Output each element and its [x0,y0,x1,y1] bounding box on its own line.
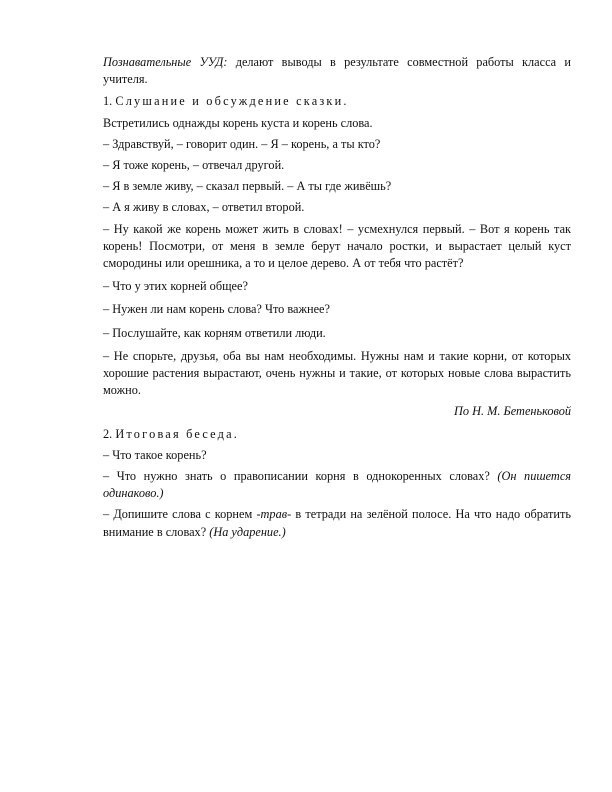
document-page [103,54,571,541]
story-line-2: – Здравствуй, – говорит один. – Я – корень, а ты кто? [103,136,381,151]
section1-heading [103,93,571,110]
final-question-3-root: -трав- [256,507,292,522]
story-line-4: – Я в земле живу, – сказал первый. – А ты где живёшь? [103,179,392,194]
section2-number: 2. [103,426,113,441]
story-line-6: – Ну какой же корень может жить в словах! – усмехнулся первый. – Вот я корень так корень! Посмотри, от меня в земле берут начало ростки, и вырастает целый куст смородины или орешника, а то и целое дерево. А от тебя что растёт? [103,221,571,271]
final-question-2 [103,468,571,502]
final-question-3 [103,506,571,540]
closing-paragraph: – Не спорьте, друзья, оба вы нам необходимы. Нужны нам и такие корни, от которых хорошие растения вырастают, очень нужны и такие, от которых новые слова вырастить можно. [103,348,571,398]
final-question-2-answer: (Он пишется одинаково.) [103,469,571,501]
question-1: – Что у этих корней общее? [103,279,248,294]
final-question-3-answer: (На ударение.) [209,524,286,539]
intro-label: Познавательные УУД: [103,55,228,69]
final-question-3-post: в тетради на зелёной полосе. На что надо обратить внимание в словах? [103,507,571,539]
story-line-1: Встретились однажды корень куста и корень слова. [103,115,373,130]
final-question-1: – Что такое корень? [103,447,207,462]
intro-text: делают выводы в результате совместной работы класса и учителя. [103,55,571,87]
section1-title: Слушание и обсуждение сказки. [115,94,349,109]
attribution: По Н. М. Бетеньковой [453,404,571,419]
question-2: – Нужен ли нам корень слова? Что важнее? [103,302,330,317]
section2-title: Итоговая беседа. [115,426,240,441]
section2-heading [103,426,571,443]
story-line-5: – А я живу в словах, – ответил второй. [103,200,305,215]
question-3: – Послушайте, как корням ответили люди. [103,325,326,340]
final-question-3-pre: – Допишите слова с корнем [103,507,257,522]
section1-number: 1. [103,94,113,109]
intro-paragraph [103,54,571,88]
final-question-2-text: – Что нужно знать о правописании корня в однокоренных словах? [103,469,498,484]
story-line-3: – Я тоже корень, – отвечал другой. [103,158,285,173]
